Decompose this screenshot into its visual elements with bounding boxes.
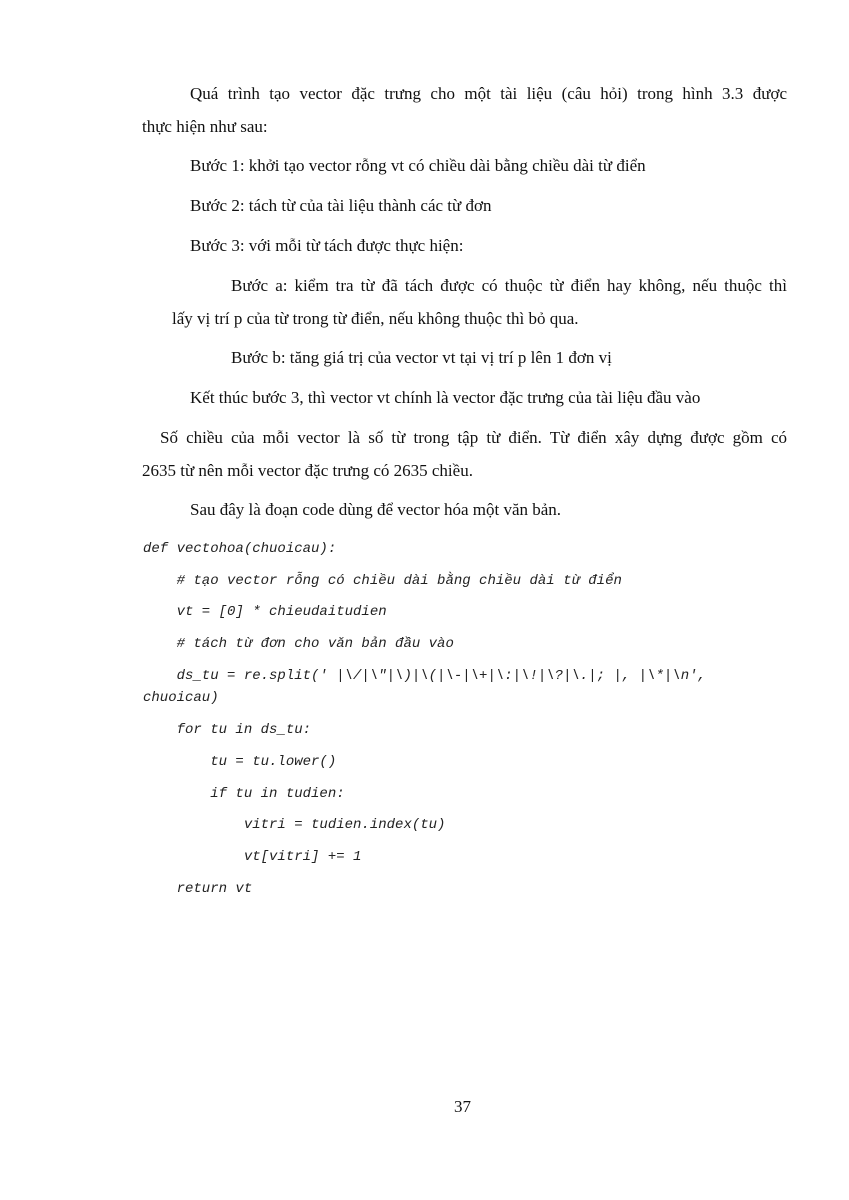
code-intro: Sau đây là đoạn code dùng để vector hóa một văn bản. bbox=[190, 500, 562, 519]
step-a-line1: Bước a: kiểm tra từ đã tách được có thuộc từ điển hay không, nếu thuộc thì bbox=[231, 276, 787, 295]
step-3-conclusion: Kết thúc bước 3, thì vector vt chính là vector đặc trưng của tài liệu đầu vào bbox=[190, 388, 701, 407]
code-line: return vt bbox=[143, 881, 253, 897]
page-number: 37 bbox=[454, 1097, 471, 1116]
code-line: vitri = tudien.index(tu) bbox=[143, 817, 446, 833]
code-line: for tu in ds_tu: bbox=[143, 722, 312, 738]
step-1: Bước 1: khởi tạo vector rỗng vt có chiều dài bằng chiều dài từ điển bbox=[190, 156, 646, 175]
code-line: def vectohoa(chuoicau): bbox=[143, 541, 337, 557]
code-line: chuoicau) bbox=[143, 690, 219, 706]
dimension-paragraph-line2: 2635 từ nên mỗi vector đặc trưng có 2635 chiều. bbox=[142, 461, 473, 480]
code-line: vt = [0] * chieudaitudien bbox=[143, 604, 387, 620]
code-line: # tách từ đơn cho văn bản đầu vào bbox=[143, 636, 454, 652]
code-line: if tu in tudien: bbox=[143, 786, 345, 802]
code-line: # tạo vector rỗng có chiều dài bằng chiều dài từ điển bbox=[143, 573, 622, 589]
step-b: Bước b: tăng giá trị của vector vt tại vị trí p lên 1 đơn vị bbox=[231, 348, 612, 367]
step-a-line2: lấy vị trí p của từ trong từ điển, nếu không thuộc thì bỏ qua. bbox=[172, 309, 579, 328]
code-line: tu = tu.lower() bbox=[143, 754, 337, 770]
step-2: Bước 2: tách từ của tài liệu thành các từ đơn bbox=[190, 196, 492, 215]
paragraph-intro-line1: Quá trình tạo vector đặc trưng cho một tài liệu (câu hỏi) trong hình 3.3 được bbox=[190, 84, 787, 103]
paragraph-intro-line2: thực hiện như sau: bbox=[142, 117, 268, 136]
step-3: Bước 3: với mỗi từ tách được thực hiện: bbox=[190, 236, 464, 255]
code-line: ds_tu = re.split(' |\/|\"|\)|\(|\-|\+|\:|\!|\?|\.|; |, |\*|\n', bbox=[143, 668, 706, 684]
code-line: vt[vitri] += 1 bbox=[143, 849, 362, 865]
dimension-paragraph-line1: Số chiều của mỗi vector là số từ trong tập từ điển. Từ điển xây dựng được gồm có bbox=[160, 428, 787, 447]
